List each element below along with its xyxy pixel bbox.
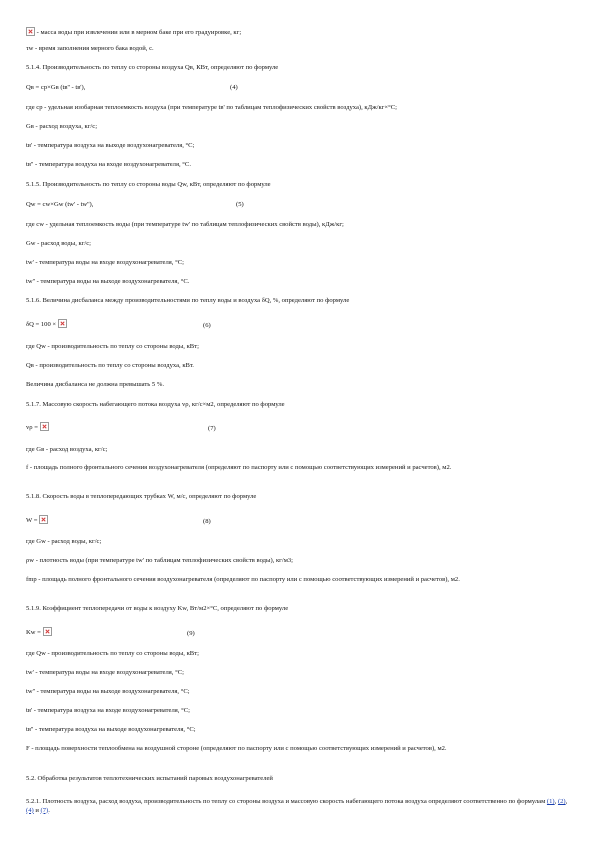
missing-image-icon: [43, 627, 52, 636]
text-line: Gw - расход воды, кг/с;: [26, 240, 91, 247]
formula: Qв = cp×Gв (tв'' - tв'),: [26, 84, 86, 91]
text-line: - масса воды при извлечении или в мерном баке при его градуировке, кг;: [26, 27, 576, 38]
text-line: tв'' - температура воздуха на выходе воздухонагревателя, °С;: [26, 726, 196, 733]
text-line: ρw - плотность воды (при температуре tw' по таблицам теплофизических свойств воды), кг/м3;: [26, 557, 294, 564]
formula-link-1[interactable]: (1): [546, 798, 555, 805]
text-line: где cw - удельная теплоемкость воды (при температуре tw' по таблицам теплофизических свойств воды), кДж/кг;: [26, 221, 344, 228]
formula-number: (6): [203, 322, 211, 329]
formula-number: (7): [208, 425, 216, 432]
formula: W =: [26, 515, 48, 524]
missing-image-icon: [40, 422, 49, 431]
text-line: где Gв - расход воздуха, кг/с;: [26, 446, 108, 453]
text-line: tв' - температура воздуха на входе воздухонагревателя, °С;: [26, 707, 190, 714]
text-line: Gв - расход воздуха, кг/с;: [26, 123, 98, 130]
formula-link-7[interactable]: (7): [40, 806, 49, 814]
formula-number: (5): [236, 201, 244, 208]
text-line: τw - время заполнения мерного бака водой, с.: [26, 45, 154, 52]
formula: vρ =: [26, 422, 49, 431]
text-line: где Qw - производительность по теплу со стороны воды, кВт;: [26, 343, 199, 350]
formula-number: (8): [203, 518, 211, 525]
text-line: tw' - температура воды на входе воздухонагревателя, °С;: [26, 669, 184, 676]
section-heading: 5.2. Обработка результатов теплотехнических испытаний паровых воздухонагревателей: [26, 775, 273, 782]
text-line: tв'' - температура воздуха на входе воздухонагревателя, °С.: [26, 161, 191, 168]
text-line: Величина дисбаланса не должна превышать 5 %.: [26, 381, 165, 388]
text-paragraph: fmp - площадь полного фронтального сечения воздухонагревателя (определяют по паспорту или с помощью соответствующих измерений и расчетов), м2.: [26, 576, 460, 583]
text-line: Qв - производительность по теплу со стороны воздуха, кВт.: [26, 362, 194, 369]
section-heading: 5.1.5. Производительность по теплу со стороны воды Qw, кВт, определяют по формуле: [26, 181, 271, 188]
text-line: tв' - температура воздуха на выходе воздухонагревателя, °С;: [26, 142, 195, 149]
missing-image-icon: [26, 27, 35, 36]
text-paragraph: 5.2.1. Плотность воздуха, расход воздуха, производительность по теплу со стороны воздуха и массовую скорость набегающего потока воздуха определяют соответственно по формулам (1), (2), (4) и (7).: [26, 798, 568, 814]
text-paragraph: f - площадь полного фронтального сечения воздухонагревателя (определяют по паспорту или с помощью соответствующих измерений и расчетов), м2.: [26, 464, 452, 471]
missing-image-icon: [39, 515, 48, 524]
formula-number: (9): [187, 630, 195, 637]
section-heading: 5.1.7. Массовую скорость набегающего потока воздуха vρ, кг/с×м2, определяют по формуле: [26, 401, 285, 408]
formula: δQ = 100 ×: [26, 319, 67, 328]
section-heading: 5.1.4. Производительность по теплу со стороны воздуха Qв, КВт, определяют по формуле: [26, 64, 279, 71]
formula-number: (4): [230, 84, 238, 91]
text-line: где Qw - производительность по теплу со стороны воды, кВт;: [26, 650, 199, 657]
text-line: где cp - удельная изобарная теплоемкость воздуха (при температуре tв' по таблицам теплофизических свойств воздуха), кДж/кг×°С;: [26, 104, 397, 111]
section-heading: 5.1.9. Коэффициент теплопередачи от воды к воздуху Kw, Вт/м2×°С, определяют по формуле: [26, 605, 289, 612]
text-line: tw' - температура воды на входе воздухонагревателя, °С;: [26, 259, 184, 266]
text-line: tw'' - температура воды на выходе воздухонагревателя, °С;: [26, 688, 190, 695]
formula: Kw =: [26, 627, 52, 636]
section-heading: 5.1.8. Скорость воды в теплопередающих трубках W, м/с, определяют по формуле: [26, 493, 257, 500]
section-heading: 5.1.6. Величина дисбаланса между производительностями по теплу воды и воздуха δQ, %, определяют по формуле: [26, 297, 350, 304]
text-line: где Gw - расход воды, кг/с;: [26, 538, 102, 545]
formula-link-2[interactable]: (2): [557, 798, 566, 805]
missing-image-icon: [58, 319, 67, 328]
formula-link-4[interactable]: (4): [26, 806, 34, 814]
text-line: tw'' - температура воды на выходе воздухонагревателя, °С.: [26, 278, 190, 285]
text-paragraph: F - площадь поверхности теплообмена на воздушной стороне (определяют по паспорту или с помощью соответствующих измерений и расчетов), м2.: [26, 745, 447, 752]
formula: Qw = cw×Gw (tw' - tw''),: [26, 201, 94, 208]
